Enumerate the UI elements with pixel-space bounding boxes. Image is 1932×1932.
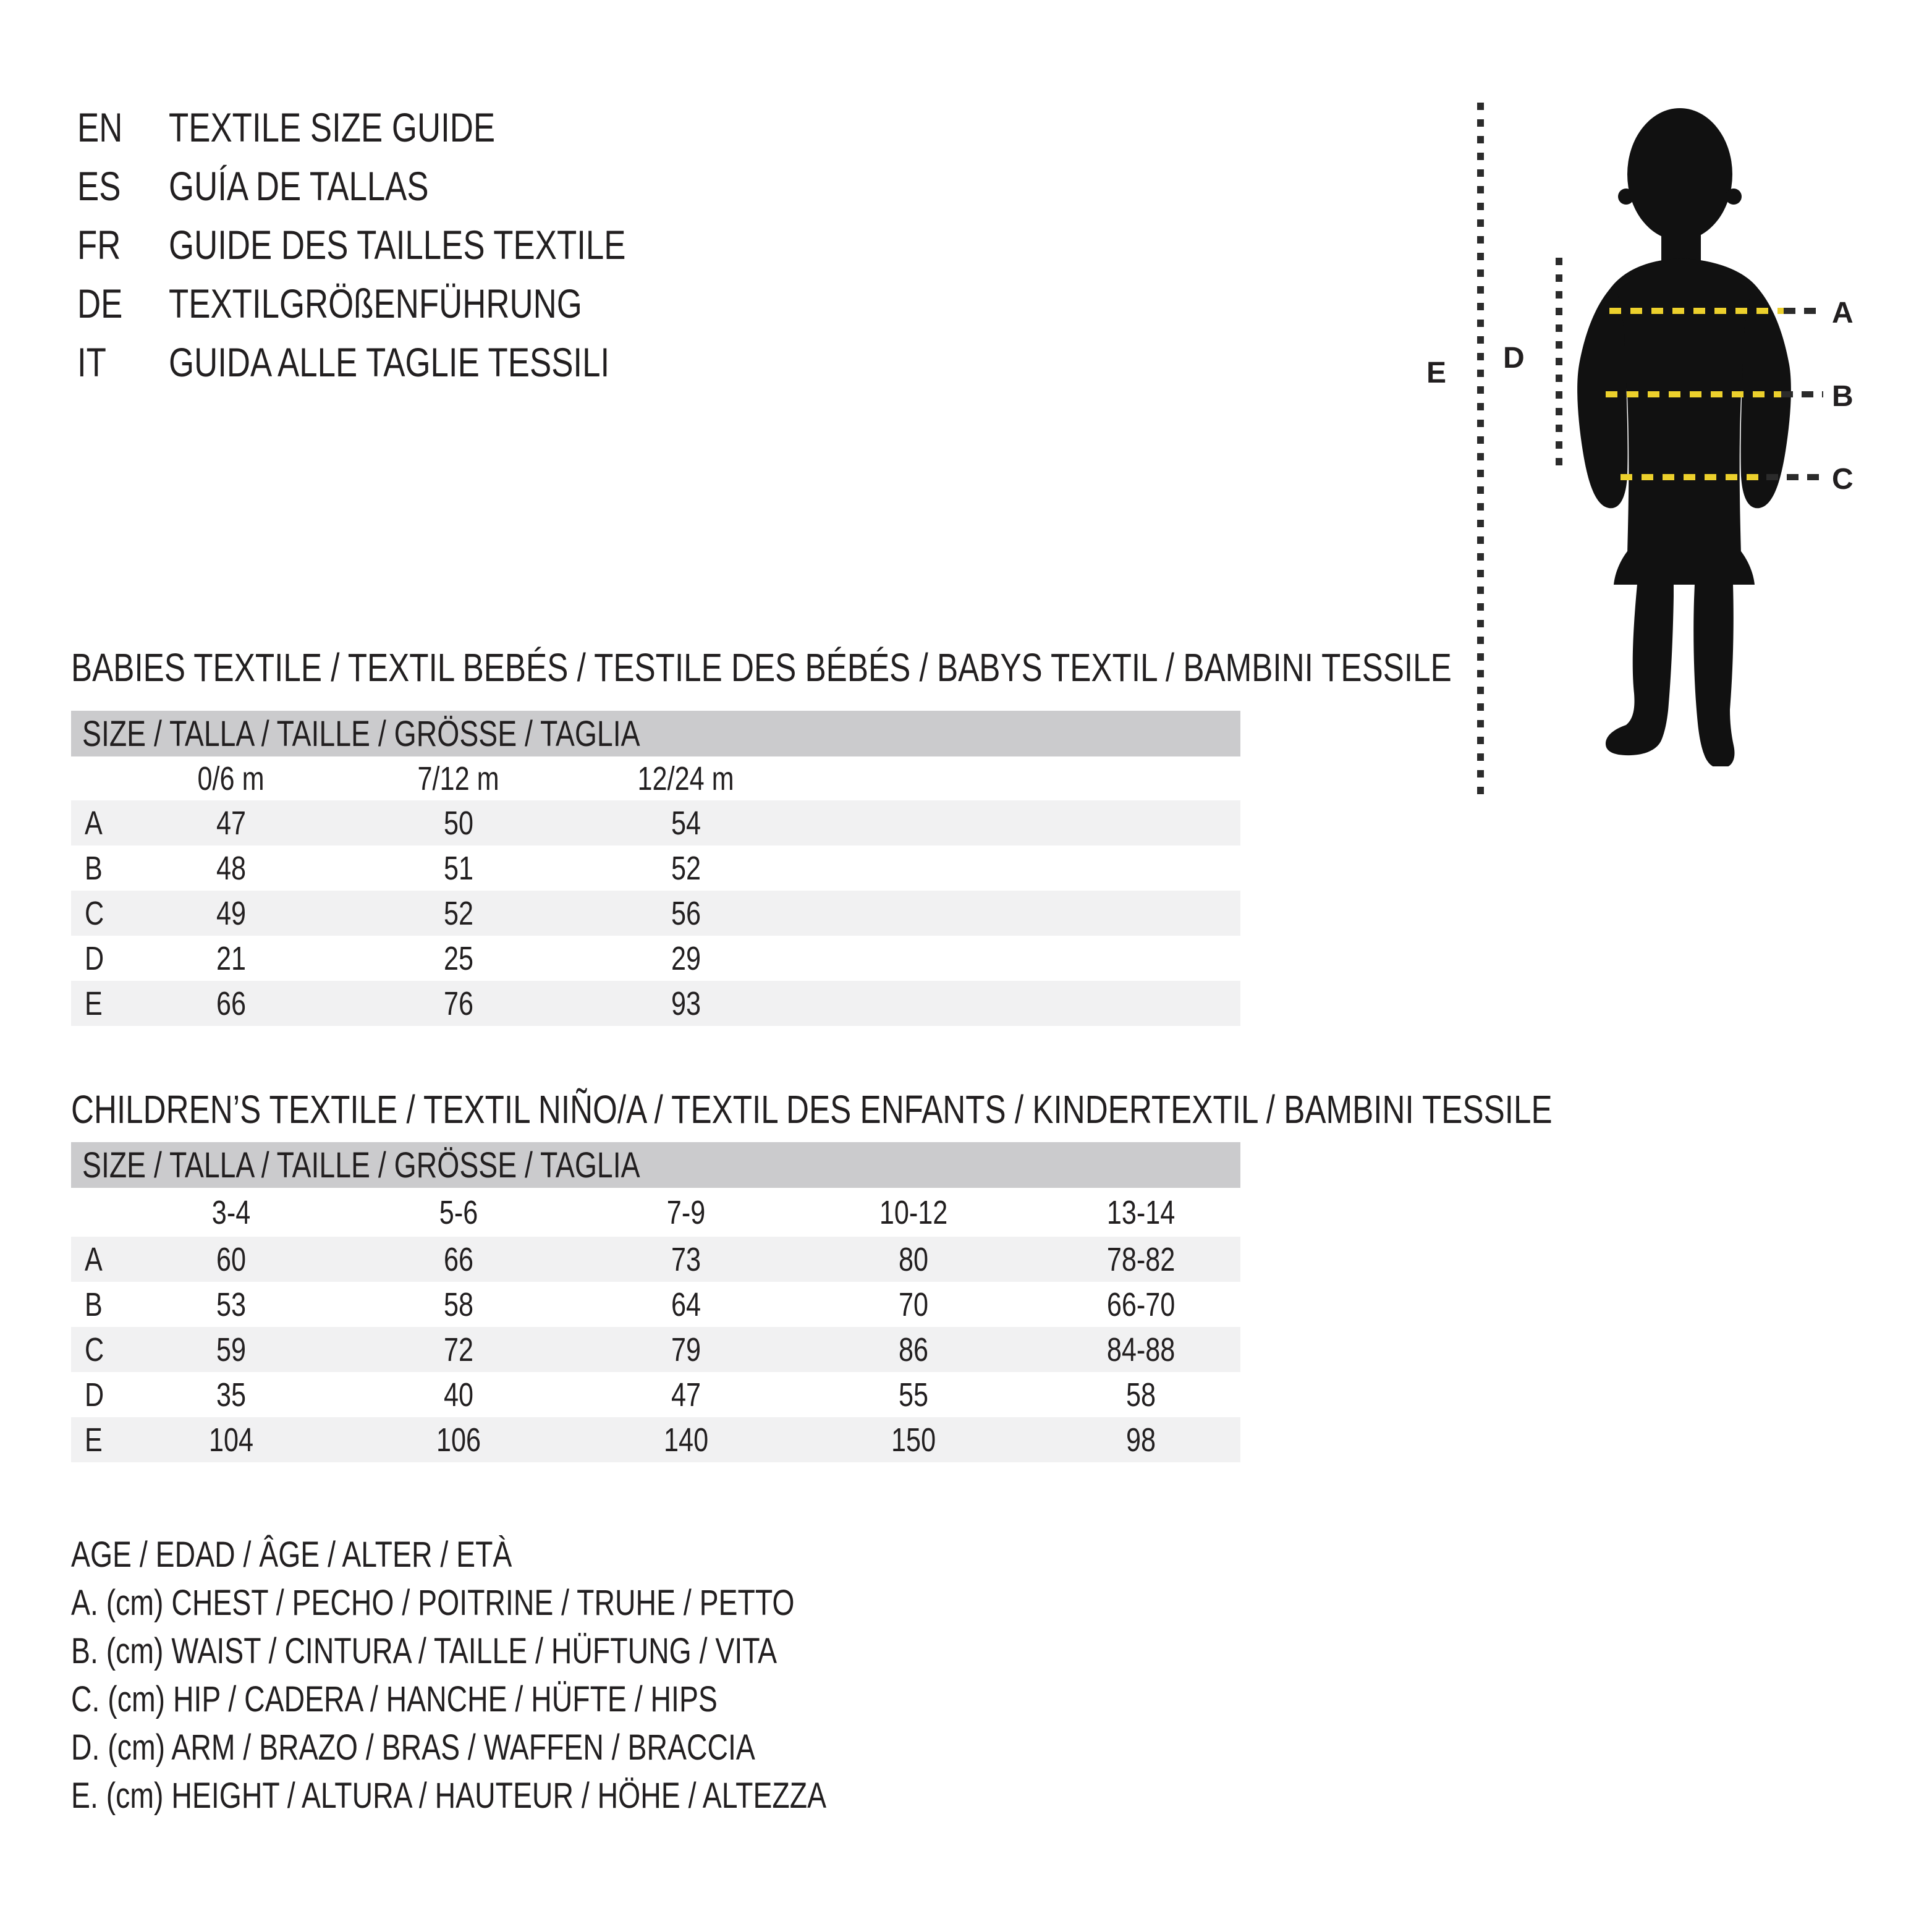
row-label: A	[85, 804, 103, 842]
legend-hip: C. (cm) HIP / CADERA / HANCHE / HÜFTE / HIPS	[71, 1679, 718, 1719]
children-col-0: 3-4	[211, 1193, 251, 1231]
babies-size-table	[71, 711, 1240, 1026]
legend-chest: A. (cm) CHEST / PECHO / POITRINE / TRUHE / PETTO	[71, 1582, 795, 1623]
title-fr: GUIDE DES TAILLES TEXTILE	[169, 221, 626, 268]
cell: 56	[671, 894, 701, 932]
lang-code-it: IT	[77, 339, 106, 385]
lang-code-de: DE	[77, 280, 123, 326]
cell: 104	[208, 1421, 254, 1459]
lang-row-de	[77, 274, 740, 333]
cell: 86	[898, 1331, 929, 1368]
cell: 140	[663, 1421, 709, 1459]
legend-age: AGE / EDAD / ÂGE / ALTER / ETÀ	[71, 1534, 512, 1575]
cell: 78-82	[1106, 1240, 1176, 1278]
babies-col-1: 7/12 m	[417, 760, 500, 797]
cell: 51	[443, 849, 474, 887]
cell: 25	[443, 939, 474, 977]
row-label: E	[85, 1421, 103, 1459]
cell: 52	[671, 849, 701, 887]
row-label: C	[85, 1331, 104, 1368]
lang-row-it	[77, 333, 740, 391]
table-row	[71, 1372, 1240, 1417]
table-row	[71, 1327, 1240, 1372]
measure-label-a: A	[1832, 297, 1854, 329]
hip-dash-line-c	[1621, 474, 1766, 480]
cell: 76	[443, 985, 474, 1022]
babies-col-2: 12/24 m	[637, 760, 735, 797]
cell: 70	[898, 1286, 929, 1323]
title-en: TEXTILE SIZE GUIDE	[169, 104, 496, 150]
cell: 53	[216, 1286, 247, 1323]
cell: 72	[443, 1331, 474, 1368]
cell: 35	[216, 1376, 247, 1413]
cell: 52	[443, 894, 474, 932]
cell: 66	[216, 985, 247, 1022]
waist-dash-leader-b	[1781, 391, 1823, 397]
cell: 48	[216, 849, 247, 887]
cell: 64	[671, 1286, 701, 1323]
table-row	[71, 936, 1240, 981]
lang-code-es: ES	[77, 163, 121, 209]
cell: 73	[671, 1240, 701, 1278]
babies-section-heading: BABIES TEXTILE / TEXTIL BEBÉS / TESTILE DES BÉBÉS / BABYS TEXTIL / BAMBINI TESSILE	[71, 645, 1452, 690]
title-es: GUÍA DE TALLAS	[169, 163, 429, 209]
language-title-block	[77, 98, 740, 391]
cell: 21	[216, 939, 247, 977]
row-label: C	[85, 894, 104, 932]
chest-dash-line-a	[1609, 308, 1784, 314]
measure-label-c: C	[1832, 463, 1854, 496]
lang-code-fr: FR	[77, 221, 121, 268]
cell: 47	[671, 1376, 701, 1413]
table-row	[71, 1282, 1240, 1327]
cell: 47	[216, 804, 247, 842]
legend-height: E. (cm) HEIGHT / ALTURA / HAUTEUR / HÖHE / ALTEZZA	[71, 1775, 827, 1816]
babies-size-header-bar: SIZE / TALLA / TAILLE / GRÖSSE / TAGLIA	[71, 711, 1240, 756]
cell: 66-70	[1106, 1286, 1176, 1323]
legend-waist: B. (cm) WAIST / CINTURA / TAILLE / HÜFTUNG / VITA	[71, 1630, 777, 1671]
legend-arm: D. (cm) ARM / BRAZO / BRAS / WAFFEN / BRACCIA	[71, 1727, 755, 1768]
measure-label-e: E	[1426, 357, 1447, 389]
cell: 40	[443, 1376, 474, 1413]
cell: 49	[216, 894, 247, 932]
children-section-heading: CHILDREN’S TEXTILE / TEXTIL NIÑO/A / TEXTIL DES ENFANTS / KINDERTEXTIL / BAMBINI TESSILE	[71, 1087, 1553, 1132]
cell: 80	[898, 1240, 929, 1278]
row-label: B	[85, 849, 103, 887]
lang-row-es	[77, 156, 740, 215]
title-de: TEXTILGRÖßENFÜHRUNG	[169, 280, 582, 326]
babies-col-0: 0/6 m	[197, 760, 265, 797]
children-size-table	[71, 1142, 1240, 1462]
measure-label-b: B	[1832, 380, 1854, 413]
arm-dotted-line-d	[1556, 258, 1562, 471]
lang-row-fr	[77, 215, 740, 274]
hip-dash-leader-c	[1766, 474, 1823, 480]
cell: 150	[891, 1421, 936, 1459]
lang-row-en	[77, 98, 740, 156]
cell: 106	[436, 1421, 481, 1459]
babies-column-headers	[71, 756, 1240, 800]
chest-dash-leader-a	[1784, 308, 1823, 314]
table-row	[71, 891, 1240, 936]
table-row	[71, 981, 1240, 1026]
waist-dash-line-b	[1606, 391, 1781, 397]
cell: 50	[443, 804, 474, 842]
row-label: A	[85, 1240, 103, 1278]
cell: 54	[671, 804, 701, 842]
cell: 98	[1125, 1421, 1156, 1459]
cell: 55	[898, 1376, 929, 1413]
cell: 58	[443, 1286, 474, 1323]
cell: 58	[1125, 1376, 1156, 1413]
title-it: GUIDA ALLE TAGLIE TESSILI	[169, 339, 610, 385]
children-size-header-bar: SIZE / TALLA / TAILLE / GRÖSSE / TAGLIA	[71, 1142, 1240, 1188]
cell: 59	[216, 1331, 247, 1368]
height-dotted-line-e	[1477, 103, 1484, 796]
cell: 66	[443, 1240, 474, 1278]
table-row	[71, 1417, 1240, 1462]
children-col-3: 10-12	[879, 1193, 948, 1231]
children-column-headers	[71, 1188, 1240, 1237]
row-label: B	[85, 1286, 103, 1323]
children-col-2: 7-9	[666, 1193, 706, 1231]
lang-code-en: EN	[77, 104, 123, 150]
cell: 93	[671, 985, 701, 1022]
cell: 84-88	[1106, 1331, 1176, 1368]
cell: 60	[216, 1240, 247, 1278]
children-col-4: 13-14	[1106, 1193, 1176, 1231]
row-label: E	[85, 985, 103, 1022]
row-label: D	[85, 1376, 104, 1413]
table-row	[71, 800, 1240, 845]
table-row	[71, 1237, 1240, 1282]
measurement-legend	[71, 1530, 1015, 1820]
row-label: D	[85, 939, 104, 977]
cell: 29	[671, 939, 701, 977]
table-row	[71, 845, 1240, 891]
cell: 79	[671, 1331, 701, 1368]
children-col-1: 5-6	[439, 1193, 478, 1231]
measure-label-d: D	[1503, 342, 1525, 375]
